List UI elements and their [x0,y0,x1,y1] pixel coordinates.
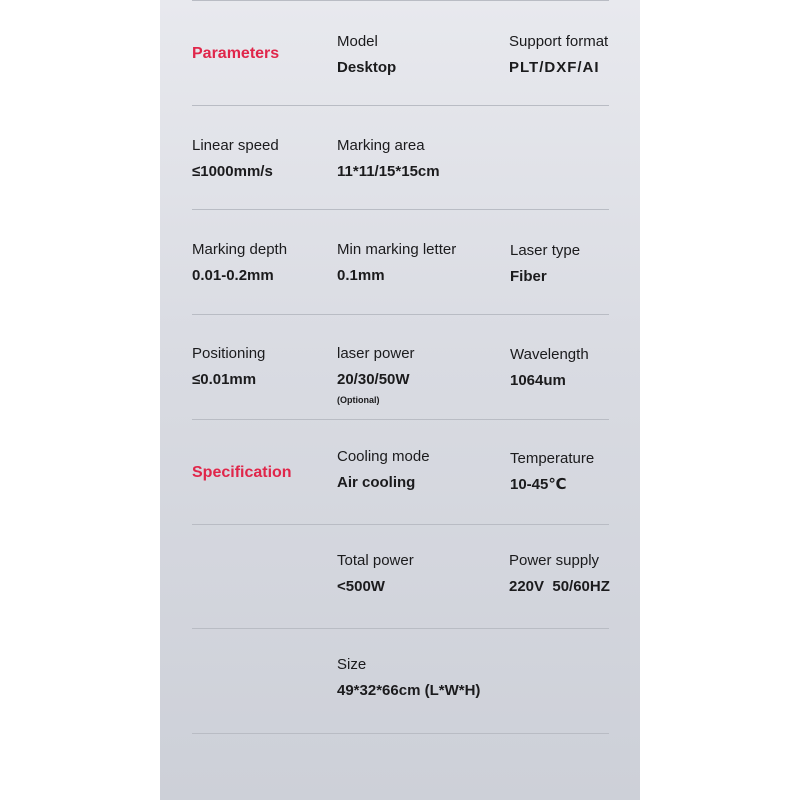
spec-laser-type [510,242,580,286]
spec-size [337,656,480,700]
divider [192,314,609,315]
spec-cooling-mode [337,448,430,492]
spec-support-format [509,33,608,77]
spec-label: Laser type [510,242,581,259]
spec-label: laser power [337,345,415,362]
spec-label: Cooling mode [337,448,430,465]
spec-wavelength [510,346,589,390]
spec-value: 220V 50/60HZ [509,578,610,595]
divider [192,628,609,629]
divider [192,419,609,420]
spec-value: 0.1mm [337,267,385,284]
spec-min-marking-letter [337,241,456,285]
divider [192,209,609,210]
spec-label: Total power [337,552,414,569]
spec-marking-depth [192,241,287,285]
section-title-specification: Specification [192,464,292,481]
spec-value: 20/30/50W [337,371,410,388]
spec-label: Positioning [192,345,266,362]
divider [192,105,609,106]
spec-value: 0.01-0.2mm [192,267,274,284]
spec-laser-power [337,345,415,405]
spec-total-power [337,552,414,596]
spec-label: Model [337,33,378,50]
divider [192,524,609,525]
spec-value: 1064um [510,372,566,389]
spec-positioning [192,345,265,389]
spec-temperature [510,450,594,494]
spec-linear-speed [192,137,279,181]
spec-label: Marking area [337,137,425,154]
spec-label: Min marking letter [337,241,457,258]
spec-value: Fiber [510,268,547,285]
spec-model [337,33,396,77]
spec-label: Linear speed [192,137,279,154]
section-title-parameters: Parameters [192,45,280,62]
spec-label: Marking depth [192,241,288,258]
spec-value: 11*11/15*15cm [337,163,440,180]
spec-label: Wavelength [510,346,589,363]
spec-value: ≤0.01mm [192,371,257,388]
spec-value: Air cooling [337,474,416,491]
spec-label: Power supply [509,552,600,569]
spec-label: Temperature [510,450,595,467]
spec-value: ≤1000mm/s [192,163,273,180]
divider [192,0,609,1]
spec-label: Support format [509,33,609,50]
spec-value: 10-45℃ [510,476,567,493]
spec-power-supply [509,552,610,596]
spec-note: (Optional) [337,395,380,405]
spec-value: 49*32*66cm (L*W*H) [337,682,481,699]
spec-marking-area [337,137,440,181]
spec-value: PLT/DXF/AI [509,59,600,76]
spec-label: Size [337,656,367,673]
divider [192,733,609,734]
spec-value: Desktop [337,59,397,76]
spec-value: <500W [337,578,385,595]
